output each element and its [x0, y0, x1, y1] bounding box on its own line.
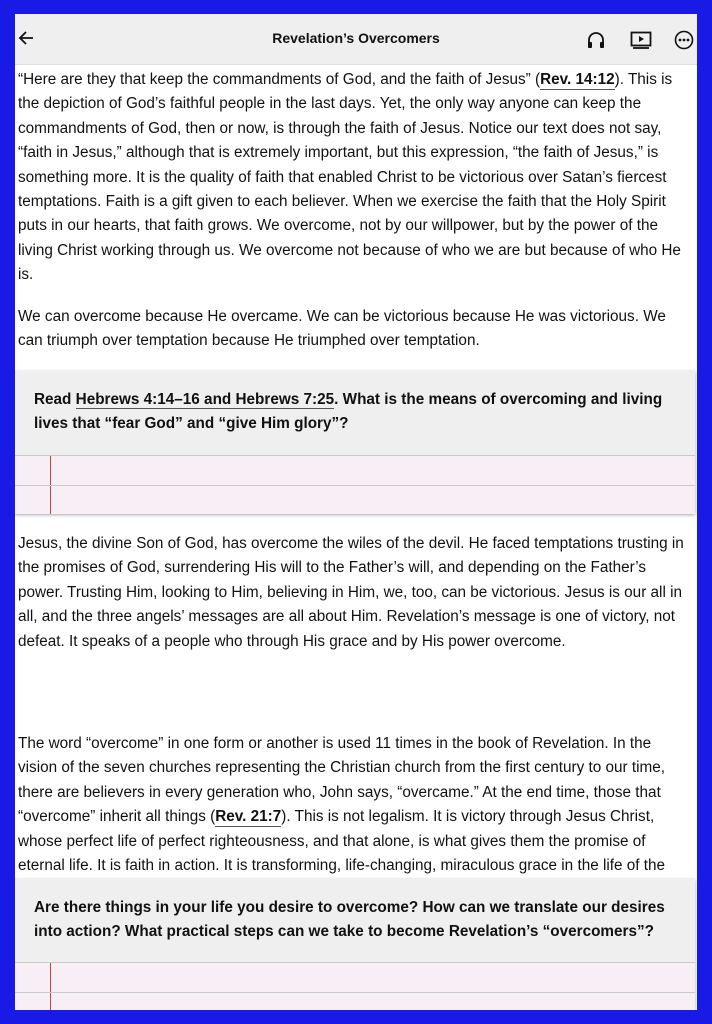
back-arrow-icon [18, 30, 34, 46]
paragraph-3: Jesus, the divine Son of God, has overcome the wiles of the devil. He faced temptations trusting in the promises of God, surrendering His will to the Father’s will, and depending on the Father’s power. Trusting Him, looking to Him, believing in Him, we, too, can be victorious. Jesus is our all in all, and the three angels’ messages are all about Him. Revelation’s message is one of victory, not defeat. It speaks of a people who through His grace and by His power overcome. [18, 535, 684, 650]
page-title: Revelation’s Overcomers [272, 30, 440, 46]
paragraph-4-text: The word “overcome” in one form or another is used 11 times in the book of Revelation. In the vision of the seven churches representing the Christian church from the first century to our time, there are believers in every generation who, John says, “overcame.” At the end time, those that “overcome” inherit all things ( [18, 735, 666, 826]
question-1-prefix: Read [34, 391, 76, 408]
paragraph-4-text-cont: ). This is not legalism. It is victory through Jesus Christ, whose perfect life of perfect righteousness, and that alone, is what gives them the promise of eternal life. It is faith in action. It is transforming, life-changing, miraculous grace in the life of the [18, 808, 666, 875]
video-button[interactable] [629, 29, 653, 51]
notebook-margin-line [50, 963, 51, 1010]
answer-field-2[interactable] [15, 962, 695, 1010]
question-box-2 [15, 878, 695, 1010]
scripture-link-rev-21-7[interactable]: Rev. 21:7 [215, 808, 282, 826]
more-options-button[interactable] [672, 29, 696, 51]
headphones-icon [586, 31, 606, 49]
reader-window [15, 14, 697, 1010]
question-1-suffix: . What is the means of overcoming and living lives that “fear God” and “give Him glory”? [34, 391, 663, 433]
question-2-text: Are there things in your life you desire to overcome? How can we translate our desires into action? What practical steps can we take to become Revelation’s “overcomers”? [34, 899, 665, 941]
paragraph-1-text-cont: ). This is the depiction of God’s faithful people in the last days. Yet, the only way anyone can keep the commandments of God, then or now, is through the faith of Jesus. Notice our text does not say, “faith in Jesus,” although that is extremely important, but this expression, “the faith of Jesus,” is something more. It is the quality of faith that enabled Christ to be victorious over Satan’s fiercest temptations. Faith is a gift given to each believer. When we exercise the faith that the Holy Spirit puts in our hearts, that faith grows. We overcome, not by our willpower, but by the power of the living Christ working through us. We overcome not because of who we are but because of who He is. [18, 71, 681, 284]
back-button[interactable] [15, 27, 37, 49]
answer-field-1[interactable] [15, 455, 695, 514]
question-1-text [34, 388, 679, 437]
paragraph-1-text: “Here are they that keep the commandments of God, and the faith of Jesus” ( [18, 71, 541, 88]
notebook-rule-line [15, 992, 695, 993]
scripture-link-rev-14-12[interactable]: Rev. 14:12 [540, 71, 615, 88]
top-bar [15, 14, 697, 65]
paragraph-2: We can overcome because He overcame. We can be victorious because He was victorious. We can triumph over temptation because He triumphed over temptation. [18, 308, 666, 350]
video-play-icon [630, 31, 652, 49]
more-options-icon [674, 30, 694, 50]
scripture-link-hebrews[interactable]: Hebrews 4:14–16 and Hebrews 7:25 [75, 391, 335, 408]
notebook-rule-line [15, 485, 695, 486]
question-box-1 [15, 370, 695, 513]
audio-button[interactable] [584, 29, 608, 51]
paragraph-1 [18, 68, 697, 288]
